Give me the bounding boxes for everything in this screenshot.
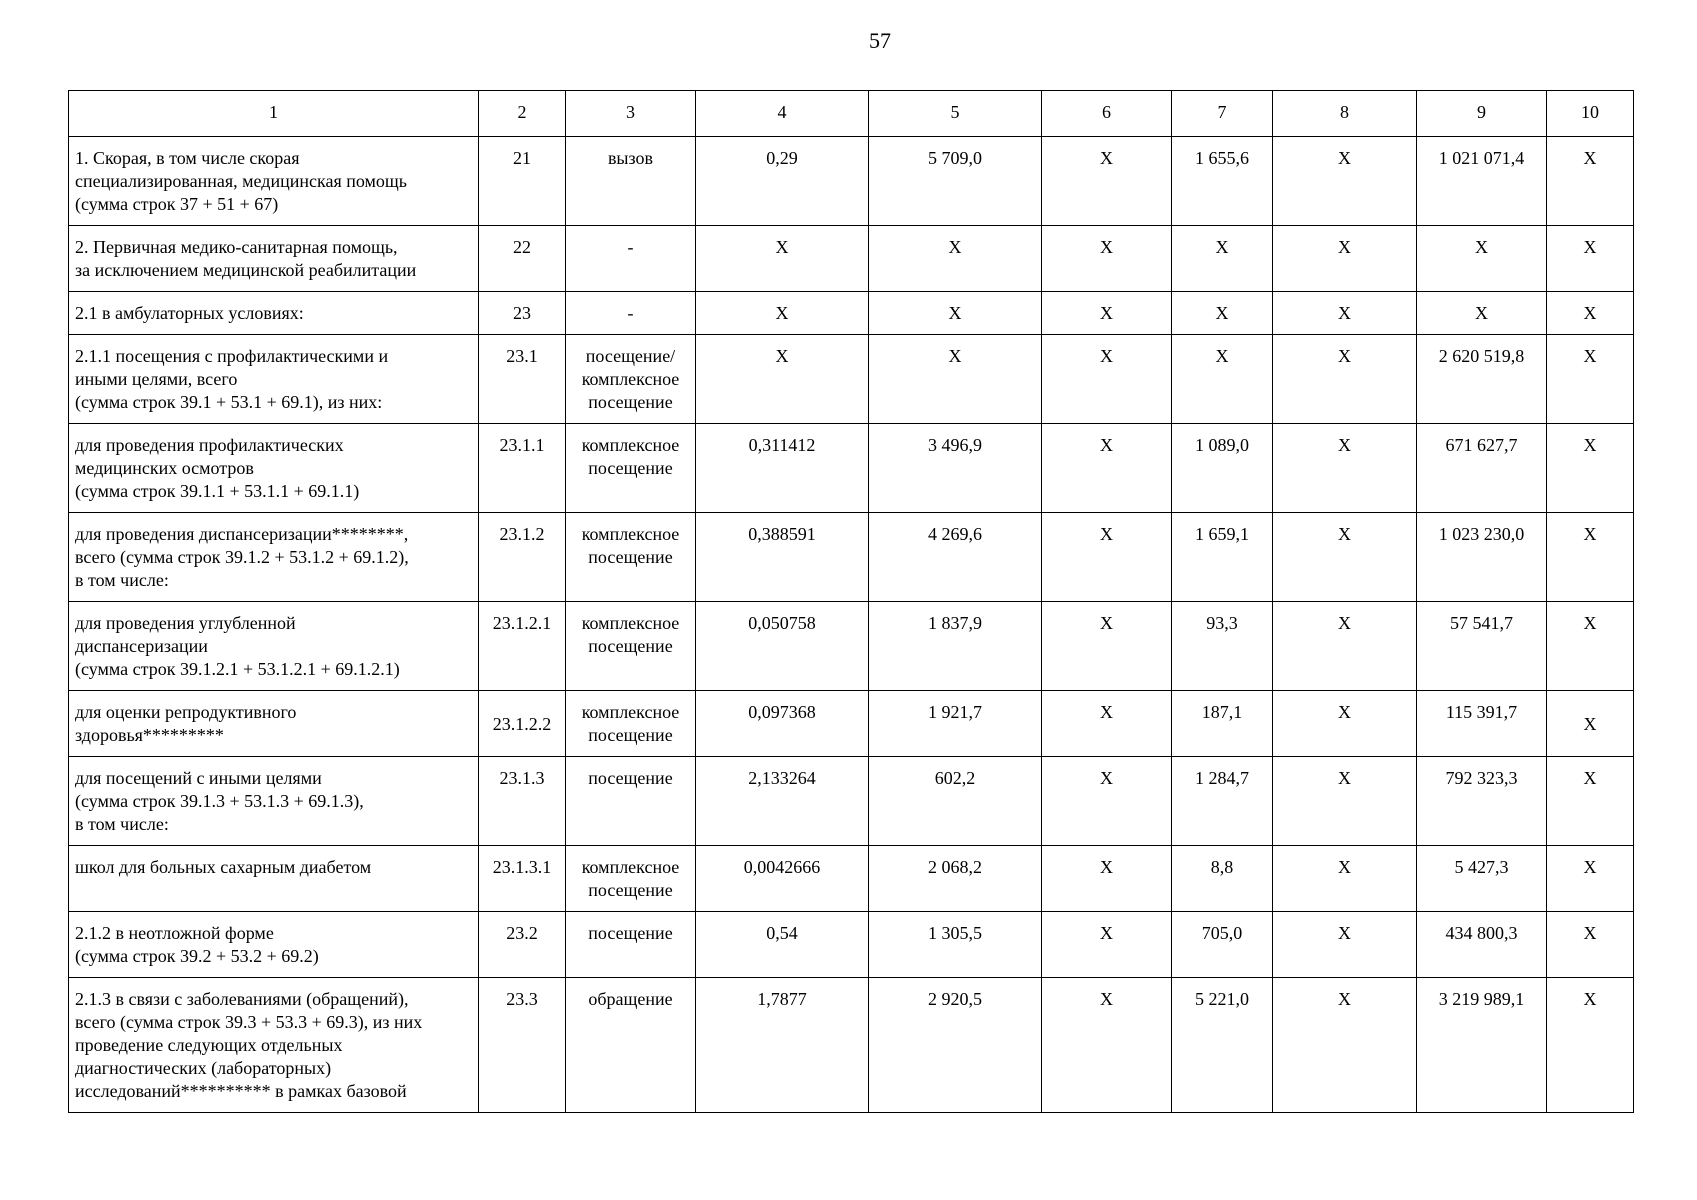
column-header: 2 (479, 91, 566, 137)
table-cell: 57 541,7 (1417, 602, 1547, 691)
table-cell: 1 305,5 (869, 912, 1042, 978)
table-cell: Х (1273, 602, 1417, 691)
table-cell: Х (1547, 912, 1634, 978)
table-cell: посещение/ комплексное посещение (566, 335, 696, 424)
table-cell: 602,2 (869, 757, 1042, 846)
table-cell: Х (1273, 513, 1417, 602)
table-cell: 2 068,2 (869, 846, 1042, 912)
table-cell: 1,7877 (696, 978, 869, 1113)
table-cell: вызов (566, 137, 696, 226)
table-cell: Х (1547, 978, 1634, 1113)
table-cell: 3 496,9 (869, 424, 1042, 513)
table-cell: Х (1273, 137, 1417, 226)
table-cell: 792 323,3 (1417, 757, 1547, 846)
table-cell: Х (1547, 846, 1634, 912)
table-row (69, 292, 1634, 335)
table-cell: 93,3 (1172, 602, 1273, 691)
table-row (69, 846, 1634, 912)
table-cell: 0,54 (696, 912, 869, 978)
table-cell: 23.1 (479, 335, 566, 424)
table-cell: обращение (566, 978, 696, 1113)
table-cell: Х (1273, 691, 1417, 757)
table-cell: Х (1547, 513, 1634, 602)
table-cell: 23.1.2.1 (479, 602, 566, 691)
row-label-cell: школ для больных сахарным диабетом (69, 846, 479, 912)
row-label-cell: для проведения диспансеризации********, всего (сумма строк 39.1.2 + 53.1.2 + 69.1.2), в том числе: (69, 513, 479, 602)
table-cell: Х (1042, 226, 1172, 292)
column-header: 4 (696, 91, 869, 137)
table-cell: 5 221,0 (1172, 978, 1273, 1113)
column-header: 6 (1042, 91, 1172, 137)
table-row (69, 602, 1634, 691)
row-label-cell: для оценки репродуктивного здоровья********* (69, 691, 479, 757)
table-cell: Х (1547, 757, 1634, 846)
column-header: 7 (1172, 91, 1273, 137)
table-cell: Х (1547, 292, 1634, 335)
table-cell: 705,0 (1172, 912, 1273, 978)
table-cell: Х (1042, 602, 1172, 691)
table-cell: 0,29 (696, 137, 869, 226)
table-cell: комплексное посещение (566, 424, 696, 513)
table-cell: 0,311412 (696, 424, 869, 513)
column-header: 10 (1547, 91, 1634, 137)
table-row (69, 691, 1634, 757)
table-cell: 671 627,7 (1417, 424, 1547, 513)
table-cell: Х (1547, 335, 1634, 424)
row-label-cell: 2.1.2 в неотложной форме (сумма строк 39.2 + 53.2 + 69.2) (69, 912, 479, 978)
row-label-cell: 1. Скорая, в том числе скорая специализированная, медицинская помощь (сумма строк 37 + 51 + 67) (69, 137, 479, 226)
table-row (69, 226, 1634, 292)
table-cell: 3 219 989,1 (1417, 978, 1547, 1113)
row-label-cell: для проведения углубленной диспансеризации (сумма строк 39.1.2.1 + 53.1.2.1 + 69.1.2.1) (69, 602, 479, 691)
table-cell: Х (1273, 424, 1417, 513)
table-cell: 1 655,6 (1172, 137, 1273, 226)
table-cell: Х (1042, 292, 1172, 335)
page-number: 57 (869, 28, 891, 53)
table-header-row (69, 91, 1634, 137)
table-cell: 0,388591 (696, 513, 869, 602)
table-row (69, 513, 1634, 602)
table-cell: 4 269,6 (869, 513, 1042, 602)
table-cell: 23.1.3.1 (479, 846, 566, 912)
table-cell: Х (1042, 691, 1172, 757)
table-cell: 0,050758 (696, 602, 869, 691)
table-cell: Х (1547, 137, 1634, 226)
table-cell: 1 837,9 (869, 602, 1042, 691)
table-cell: 5 427,3 (1417, 846, 1547, 912)
table-cell: посещение (566, 757, 696, 846)
table-cell: Х (1547, 691, 1634, 757)
table-cell: комплексное посещение (566, 691, 696, 757)
row-label-cell: 2.1 в амбулаторных условиях: (69, 292, 479, 335)
table-cell: Х (1273, 226, 1417, 292)
table-cell: комплексное посещение (566, 602, 696, 691)
table-cell: 0,0042666 (696, 846, 869, 912)
table-cell: Х (1273, 912, 1417, 978)
table-cell: 22 (479, 226, 566, 292)
column-header: 8 (1273, 91, 1417, 137)
table-cell: Х (696, 226, 869, 292)
table-body (69, 137, 1634, 1113)
table-cell: - (566, 226, 696, 292)
table-cell: - (566, 292, 696, 335)
table-cell: Х (1547, 602, 1634, 691)
table-cell: Х (696, 335, 869, 424)
table-cell: Х (869, 292, 1042, 335)
table-cell: Х (1172, 226, 1273, 292)
table-cell: 434 800,3 (1417, 912, 1547, 978)
table-cell: комплексное посещение (566, 846, 696, 912)
row-label-cell: 2. Первичная медико-санитарная помощь, за исключением медицинской реабилитации (69, 226, 479, 292)
table-cell: Х (1042, 757, 1172, 846)
table-cell: Х (1273, 978, 1417, 1113)
table-cell: 5 709,0 (869, 137, 1042, 226)
table-cell: 115 391,7 (1417, 691, 1547, 757)
table-cell: Х (1273, 846, 1417, 912)
table-cell: 1 921,7 (869, 691, 1042, 757)
table-cell: Х (1042, 335, 1172, 424)
table-cell: Х (1172, 335, 1273, 424)
table-row (69, 757, 1634, 846)
table-cell: Х (1042, 137, 1172, 226)
column-header: 3 (566, 91, 696, 137)
table-cell: комплексное посещение (566, 513, 696, 602)
table-cell: Х (1042, 978, 1172, 1113)
table-cell: 2,133264 (696, 757, 869, 846)
table-cell: 21 (479, 137, 566, 226)
table-cell: 8,8 (1172, 846, 1273, 912)
table-cell: 2 920,5 (869, 978, 1042, 1113)
table-cell: Х (696, 292, 869, 335)
table-cell: 1 284,7 (1172, 757, 1273, 846)
table-cell: 187,1 (1172, 691, 1273, 757)
table-cell: Х (1273, 335, 1417, 424)
table-cell: 1 089,0 (1172, 424, 1273, 513)
row-label-cell: 2.1.1 посещения с профилактическими и иными целями, всего (сумма строк 39.1 + 53.1 + 69.1), из них: (69, 335, 479, 424)
table-cell: Х (1417, 226, 1547, 292)
table-cell: 1 021 071,4 (1417, 137, 1547, 226)
table-cell: Х (1172, 292, 1273, 335)
table-row (69, 424, 1634, 513)
table-cell: 23.1.2.2 (479, 691, 566, 757)
column-header: 1 (69, 91, 479, 137)
table-cell: Х (869, 226, 1042, 292)
table-cell: 23.1.1 (479, 424, 566, 513)
table-cell: 23.3 (479, 978, 566, 1113)
table-cell: 1 023 230,0 (1417, 513, 1547, 602)
table-cell: Х (1042, 846, 1172, 912)
table-row (69, 978, 1634, 1113)
row-label-cell: 2.1.3 в связи с заболеваниями (обращений), всего (сумма строк 39.3 + 53.3 + 69.3), из них проведение следующих отдельных диагностических (лабораторных) исследований********** в рамках базовой (69, 978, 479, 1113)
table-cell: 23 (479, 292, 566, 335)
table-cell: Х (1042, 513, 1172, 602)
table-row (69, 335, 1634, 424)
column-header: 9 (1417, 91, 1547, 137)
table-cell: Х (1042, 912, 1172, 978)
table-cell: 1 659,1 (1172, 513, 1273, 602)
table-row (69, 912, 1634, 978)
row-label-cell: для посещений с иными целями (сумма строк 39.1.3 + 53.1.3 + 69.1.3), в том числе: (69, 757, 479, 846)
table-cell: 23.2 (479, 912, 566, 978)
table-cell: Х (1417, 292, 1547, 335)
table-cell: 2 620 519,8 (1417, 335, 1547, 424)
row-label-cell: для проведения профилактических медицинских осмотров (сумма строк 39.1.1 + 53.1.1 + 69.1.1) (69, 424, 479, 513)
table-row (69, 137, 1634, 226)
table-cell: Х (1273, 292, 1417, 335)
table-cell: 0,097368 (696, 691, 869, 757)
table-cell: Х (1547, 226, 1634, 292)
table-cell: посещение (566, 912, 696, 978)
table-cell: Х (1547, 424, 1634, 513)
table-cell: 23.1.3 (479, 757, 566, 846)
table-cell: 23.1.2 (479, 513, 566, 602)
table-cell: Х (869, 335, 1042, 424)
table-cell: Х (1042, 424, 1172, 513)
table-cell: Х (1273, 757, 1417, 846)
data-table (68, 90, 1634, 1113)
column-header: 5 (869, 91, 1042, 137)
